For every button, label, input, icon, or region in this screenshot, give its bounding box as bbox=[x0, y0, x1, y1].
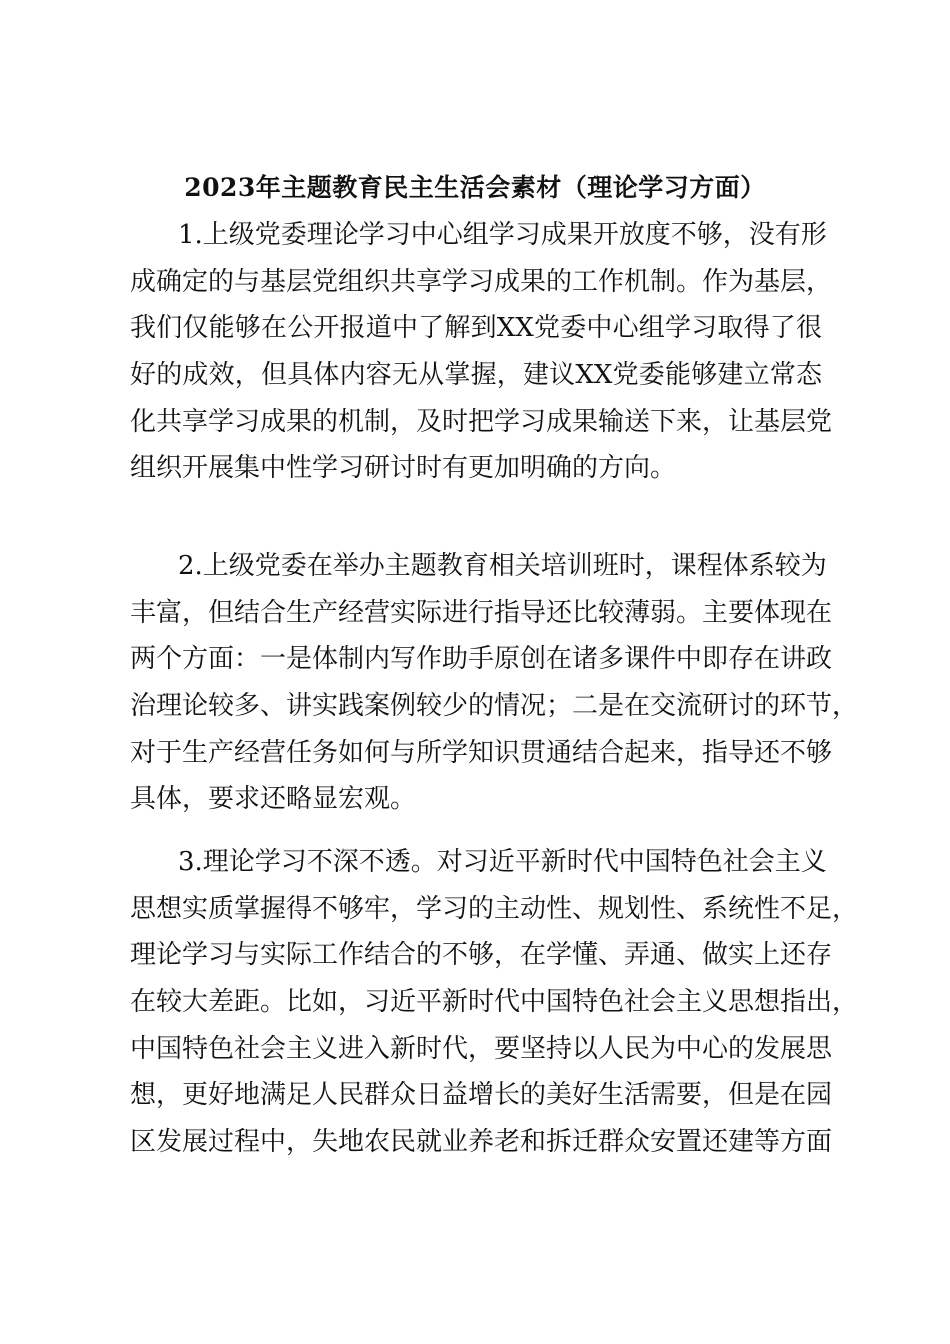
paragraph-3 bbox=[130, 839, 859, 1166]
text-line: 治理论较多、讲实践案例较少的情况；二是在交流研讨的环节， bbox=[130, 691, 859, 722]
document-title: 2023年主题教育民主生活会素材（理论学习方面） bbox=[184, 173, 766, 202]
text-line: 组织开展集中性学习研讨时有更加明确的方向。 bbox=[130, 453, 677, 484]
text-line: 两个方面：一是体制内写作助手原创在诸多课件中即存在讲政 bbox=[130, 644, 833, 675]
text-line: 区发展过程中，失地农民就业养老和拆迁群众安置还建等方面 bbox=[130, 1127, 833, 1158]
text-line: 丰富，但结合生产经营实际进行指导还比较薄弱。主要体现在 bbox=[130, 597, 833, 628]
text-line: 成确定的与基层党组织共享学习成果的工作机制。作为基层， bbox=[130, 266, 833, 297]
text-line: 1.上级党委理论学习中心组学习成果开放度不够，没有形 bbox=[178, 220, 827, 250]
text-line: 化共享学习成果的机制，及时把学习成果输送下来，让基层党 bbox=[130, 406, 833, 437]
paragraph-2 bbox=[130, 543, 859, 823]
text-line: 好的成效，但具体内容无从掌握，建议XX党委能够建立常态 bbox=[130, 360, 822, 391]
text-line: 我们仅能够在公开报道中了解到XX党委中心组学习取得了很 bbox=[130, 313, 822, 344]
text-line: 3.理论学习不深不透。对习近平新时代中国特色社会主义 bbox=[178, 847, 827, 877]
text-line: 理论学习与实际工作结合的不够，在学懂、弄通、做实上还存 bbox=[130, 940, 833, 971]
text-line: 对于生产经营任务如何与所学知识贯通结合起来，指导还不够 bbox=[130, 737, 833, 768]
text-line: 在较大差距。比如，习近平新时代中国特色社会主义思想指出， bbox=[130, 987, 859, 1018]
paragraph-1 bbox=[130, 212, 833, 492]
text-line: 具体，要求还略显宏观。 bbox=[130, 784, 417, 815]
text-line: 中国特色社会主义进入新时代，要坚持以人民为中心的发展思 bbox=[130, 1033, 833, 1064]
text-line: 思想实质掌握得不够牢，学习的主动性、规划性、系统性不足， bbox=[130, 893, 859, 924]
text-line: 2.上级党委在举办主题教育相关培训班时，课程体系较为 bbox=[178, 551, 827, 581]
text-line: 想，更好地满足人民群众日益增长的美好生活需要，但是在园 bbox=[130, 1080, 833, 1111]
